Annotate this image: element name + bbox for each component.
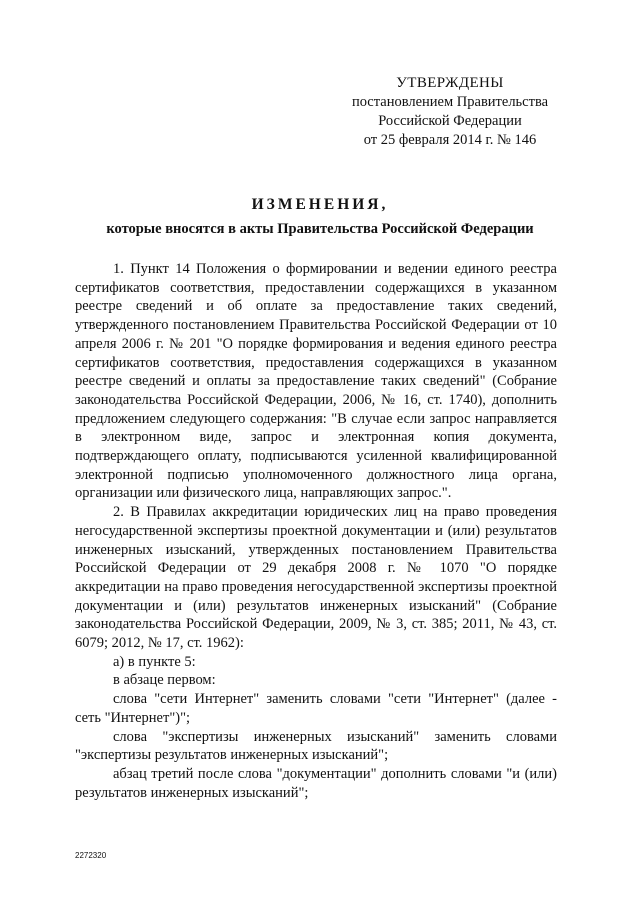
paragraph-5: слова "сети Интернет" заменить словами "сети "Интернет" (далее - сеть "Интернет")"; [75,691,557,726]
approval-line-3: от 25 февраля 2014 г. № 146 [363,132,537,148]
paragraph-7: абзац третий после слова "документации" дополнить словами "и (или) результатов инженерных изысканий"; [75,765,557,801]
approval-heading: УТВЕРЖДЕНЫ [396,75,504,91]
approval-block [330,74,570,150]
paragraph-4: в абзаце первом: [113,672,216,689]
paragraph-1: 1. Пункт 14 Положения о формировании и ведении единого реестра сертификатов соответствия, предоставлении содержащихся в указанном реестре сведений и об оплате за предоставление таких сведений, утвержденного постановлением Правительства Российской Федерации от 10 апреля 2006 г. № 201 "О порядке формирования и ведения единого реестра сертификатов соответствия, предоставления содержащихся в указанном реестре сведений и оплаты за предоставление таких сведений" (Собрание законодательства Российской Федерации, 2006, № 16, ст. 1740), дополнить предложением следующего содержания: "В случае если запрос направляется в электронном виде, запрос и электронная копия документа, подтверждающего оплату, подписываются усиленной квалифицированной электронной подписью уполномоченного должностного лица органа, организации или физического лица, направляющих запрос.". [75,261,557,502]
document-title: ИЗМЕНЕНИЯ, [251,196,389,213]
document-subtitle: которые вносятся в акты Правительства Российской Федерации [106,221,534,237]
approval-line-2: Российской Федерации [378,113,522,129]
document-body [75,260,557,802]
paragraph-3: а) в пункте 5: [113,653,196,670]
paragraph-2: 2. В Правилах аккредитации юридических лиц на право проведения негосударственной экспертизы проектной документации и (или) результатов инженерных изысканий, утвержденных постановлением Правительства Российской Федерации от 29 декабря 2008 г. № 1070 "О порядке аккредитации на право проведения негосударственной экспертизы проектной документации и (или) результатов инженерных изысканий" (Собрание законодательства Российской Федерации, 2009, № 3, ст. 385; 2011, № 43, ст. 6079; 2012, № 17, ст. 1962): [75,504,557,652]
approval-line-1: постановлением Правительства [351,94,549,110]
paragraph-6: слова "экспертизы инженерных изысканий" заменить словами "экспертизы результатов инженерных изысканий"; [75,728,557,764]
document-code: 2272320 [75,851,107,860]
